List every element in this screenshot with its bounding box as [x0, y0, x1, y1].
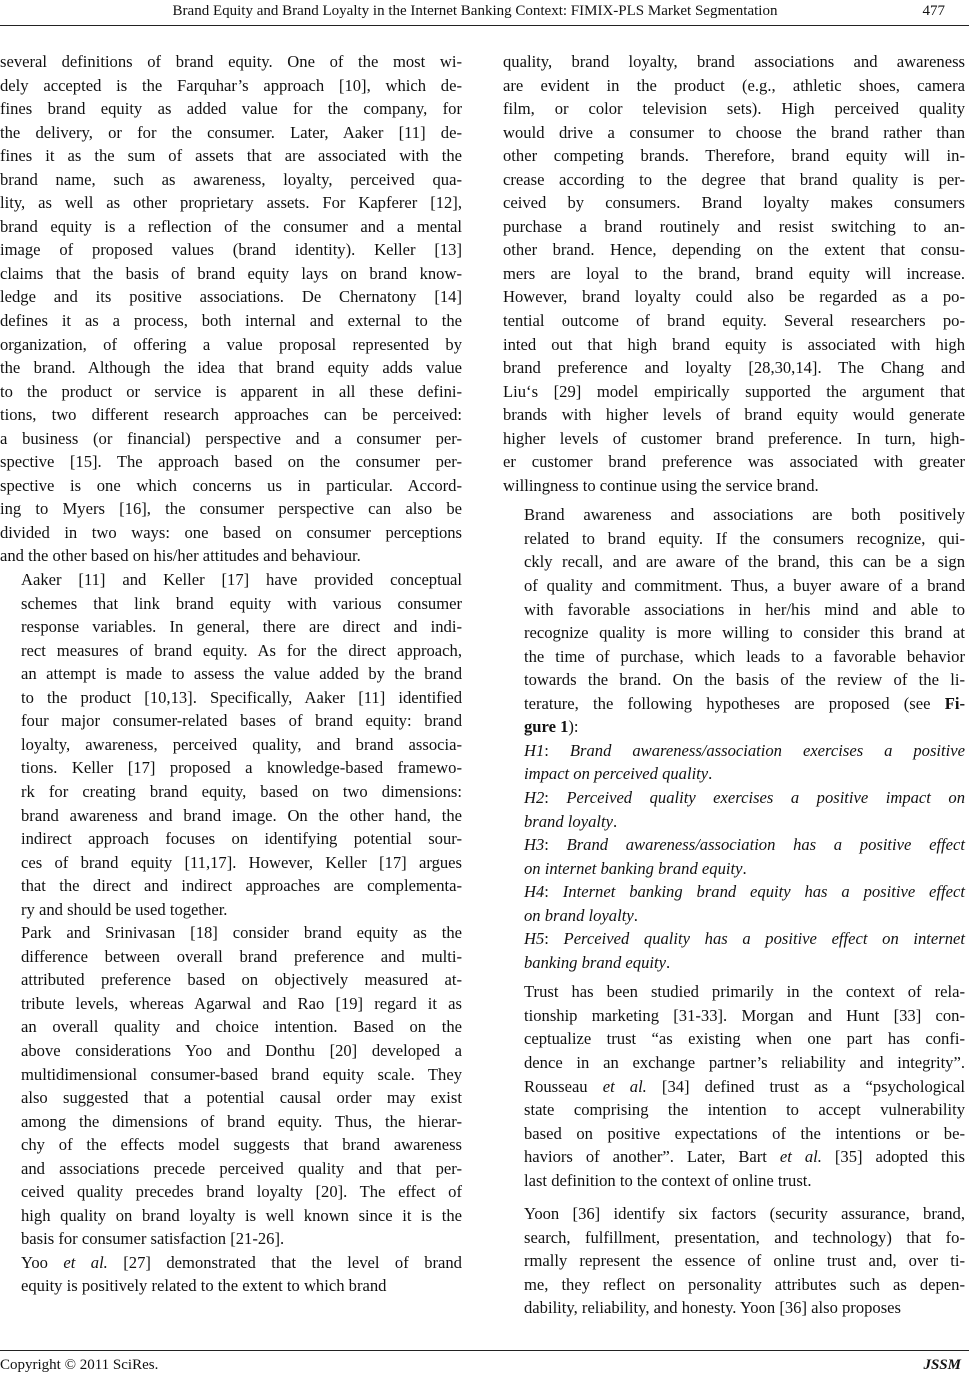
paragraph — [503, 503, 965, 738]
text-line: fines brand equity as added value for the company, for — [0, 99, 462, 119]
text-line: on internet banking brand equity. — [524, 858, 747, 878]
text-line: to the product [10,13]. Specifically, Aaker [11] identified — [21, 687, 462, 707]
text-line: crease according to the degree that brand quality is per- — [503, 169, 965, 189]
text-line: claims that the basis of brand equity lays on brand know- — [0, 263, 462, 283]
text-line: Rousseau et al. [34] defined trust as a “psychological — [524, 1076, 965, 1096]
journal-abbrev: JSSM — [923, 1357, 961, 1373]
text-line: ceptualize trust “as existing when one part has confi- — [524, 1029, 965, 1049]
text-line: rmally represent the essence of online trust and, over ti- — [524, 1251, 965, 1271]
text-line: recognize quality is more willing to consider this brand at — [524, 623, 965, 643]
text-line: related to brand equity. If the consumers recognize, qui- — [524, 528, 965, 548]
text-line: difference between overall brand preference and multi- — [21, 946, 462, 966]
text-line: Trust has been studied primarily in the context of rela- — [524, 982, 965, 1002]
text-line: the brand. Although the idea that brand equity adds value — [0, 358, 462, 378]
text-line: are evident in the product (e.g., athletic shoes, camera — [503, 75, 965, 95]
running-title: Brand Equity and Brand Loyalty in the Internet Banking Context: FIMIX-PLS Market Segmentation — [172, 3, 778, 19]
page-number: 477 — [922, 3, 945, 19]
left-column — [0, 50, 462, 1298]
text-line: state comprising the intention to accept vulnerability — [524, 1100, 965, 1120]
text-line: tionship marketing [31-33]. Morgan and Hunt [33] con- — [524, 1005, 965, 1025]
text-line: H2: Perceived quality exercises a positive impact on — [524, 787, 965, 807]
paragraph — [0, 568, 462, 921]
text-line: ckly recall, and are aware of the brand, this can be a sign — [524, 552, 965, 572]
text-line: haviors of another”. Later, Bart et al. [35] adopted this — [524, 1147, 965, 1167]
text-line: rk for creating brand equity, based on two dimensions: — [21, 781, 462, 801]
text-line: Park and Srinivasan [18] consider brand equity as the — [21, 923, 462, 943]
text-line: towards the brand. On the basis of the review of the li- — [524, 670, 965, 690]
text-line: lity, as well as other proprietary assets. For Kapferer [12], — [0, 193, 462, 213]
paragraph — [0, 1251, 462, 1298]
text-line: H4: Internet banking brand equity has a positive effect — [524, 882, 965, 902]
text-line: ceived quality precedes brand loyalty [20]. The effect of — [21, 1182, 462, 1202]
text-line: defines it as a process, both internal and external to the — [0, 311, 462, 331]
header-rule — [0, 25, 969, 26]
text-line: also suggested that a potential causal order may exist — [21, 1088, 462, 1108]
footer-rule — [0, 1350, 969, 1351]
text-line: last definition to the context of online trust. — [524, 1170, 812, 1190]
paragraph — [503, 739, 965, 786]
text-line: to the product or service is apparent in all these defini- — [0, 381, 462, 401]
text-line: rect measures of brand equity. As for the direct approach, — [21, 640, 462, 660]
text-line: Yoo et al. [27] demonstrated that the level of brand — [21, 1252, 462, 1272]
text-line: quality, brand loyalty, brand associations and awareness — [503, 52, 965, 71]
text-line: organization, of offering a value proposal represented by — [0, 334, 462, 354]
text-line: other brand. Hence, depending on the extent that consu- — [503, 240, 965, 260]
text-line: tribute levels, whereas Agarwal and Rao [19] regard it as — [21, 993, 462, 1013]
text-line: er customer brand preference was associated with greater — [503, 452, 965, 472]
text-line: with favorable associations in her/his mind and able to — [524, 599, 965, 619]
text-line: divided in two ways: one based on consumer perceptions — [0, 522, 462, 542]
paragraph — [503, 50, 965, 497]
text-line: inted out that high brand equity is associated with high — [503, 334, 965, 354]
paragraph — [0, 921, 462, 1251]
text-line: equity is positively related to the extent to which brand — [21, 1276, 387, 1296]
text-line: H3: Brand awareness/association has a positive effect — [524, 835, 965, 855]
text-line: brands with higher levels of brand equity would generate — [503, 405, 965, 425]
paragraph — [503, 927, 965, 974]
text-line: higher levels of customer brand preference. In turn, high- — [503, 428, 965, 448]
right-column — [503, 50, 965, 1320]
text-line: Brand awareness and associations are both positively — [524, 505, 965, 525]
text-line: schemes that link brand equity with various consumer — [21, 593, 462, 613]
text-line: dence in an exchange partner’s reliability and integrity”. — [524, 1052, 965, 1072]
text-line: an overall quality and choice intention. Based on the — [21, 1017, 462, 1037]
text-line: willingness to continue using the service brand. — [503, 475, 819, 495]
text-line: on brand loyalty. — [524, 905, 638, 925]
text-line: dability, reliability, and honesty. Yoon [36] also proposes — [524, 1298, 902, 1318]
text-line: multidimensional consumer-based brand equity scale. They — [21, 1064, 462, 1084]
text-line: and associations precede perceived quality and that per- — [21, 1158, 462, 1178]
paragraph — [503, 1202, 965, 1320]
text-line: Liu‘s [29] model empirically supported the argument that — [503, 381, 965, 401]
text-line: ledge and its positive associations. De Chernatony [14] — [0, 287, 462, 307]
text-line: four major consumer-related bases of brand equity: brand — [21, 711, 462, 731]
text-line: brand equity is a reflection of the consumer and a mental — [0, 216, 462, 236]
text-line: image of proposed values (brand identity). Keller [13] — [0, 240, 462, 260]
text-line: However, brand loyalty could also be regarded as a po- — [503, 287, 965, 307]
text-line: spective [15]. The approach based on the consumer per- — [0, 452, 462, 472]
text-line: indirect approach focuses on identifying potential sour- — [21, 829, 462, 849]
text-line: ceived by consumers. Brand loyalty makes consumers — [503, 193, 965, 213]
text-line: loyalty, awareness, perceived quality, and brand associa- — [21, 734, 462, 754]
text-line: Yoon [36] identify six factors (security assurance, brand, — [524, 1204, 965, 1224]
text-line: an attempt is made to assess the value added by the brand — [21, 664, 462, 684]
text-line: a business (or financial) perspective and a consumer per- — [0, 428, 462, 448]
text-line: tential outcome of brand equity. Several researchers po- — [503, 311, 965, 331]
text-line: brand preference and loyalty [28,30,14]. The Chang and — [503, 358, 965, 378]
text-line: based on positive expectations of the intentions or be- — [524, 1123, 965, 1143]
text-line: purchase a brand routinely and resist switching to an- — [503, 216, 965, 236]
text-line: impact on perceived quality. — [524, 764, 713, 784]
text-line: the time of purchase, which leads to a favorable behavior — [524, 646, 965, 666]
text-line: brand loyalty. — [524, 811, 618, 831]
running-header — [0, 0, 969, 22]
paragraph — [503, 786, 965, 833]
text-line: several definitions of brand equity. One of the most wi- — [0, 52, 462, 71]
text-line: attributed preference based on objectively measured at- — [21, 970, 462, 990]
text-line: among the dimensions of brand equity. Thus, the hierar- — [21, 1111, 462, 1131]
text-line: banking brand equity. — [524, 952, 671, 972]
text-line: basis for consumer satisfaction [21-26]. — [21, 1229, 285, 1249]
text-line: above considerations Yoo and Donthu [20] developed a — [21, 1040, 462, 1060]
paragraph — [503, 880, 965, 927]
paragraph — [503, 833, 965, 880]
text-line: ry and should be used together. — [21, 899, 228, 919]
text-line: search, fulfillment, presentation, and technology) that fo- — [524, 1227, 965, 1247]
text-line: terature, the following hypotheses are proposed (see Fi- — [524, 693, 965, 713]
text-line: tions, two different research approaches can be perceived: — [0, 405, 462, 425]
paragraph — [503, 980, 965, 1192]
text-line: film, or color television sets). High perceived quality — [503, 99, 965, 119]
text-line: mers are loyal to the brand, brand equity will increase. — [503, 263, 965, 283]
text-line: brand awareness and brand image. On the other hand, the — [21, 805, 462, 825]
text-line: chy of the effects model suggests that brand awareness — [21, 1135, 462, 1155]
page-footer — [0, 1357, 969, 1381]
text-line: dely accepted is the Farquhar’s approach [10], which de- — [0, 75, 462, 95]
copyright-notice: Copyright © 2011 SciRes. — [0, 1357, 159, 1373]
text-line: gure 1): — [524, 717, 579, 737]
text-line: spective is one which concerns us in particular. Accord- — [0, 475, 462, 495]
text-line: of quality and commitment. Thus, a buyer aware of a brand — [524, 576, 965, 596]
text-line: ing to Myers [16], the consumer perspective can also be — [0, 499, 462, 519]
paragraph — [0, 50, 462, 568]
text-line: that the direct and indirect approaches are complementa- — [21, 876, 462, 896]
text-line: fines it as the sum of assets that are associated with the — [0, 146, 462, 166]
text-line: would drive a consumer to choose the brand rather than — [503, 122, 965, 142]
text-line: brand name, such as awareness, loyalty, perceived qua- — [0, 169, 462, 189]
text-line: high quality on brand loyalty is well known since it is the — [21, 1205, 462, 1225]
text-line: other competing brands. Therefore, brand equity will in- — [503, 146, 965, 166]
text-line: H5: Perceived quality has a positive effect on internet — [524, 929, 965, 949]
text-line: response variables. In general, there are direct and indi- — [21, 617, 462, 637]
text-line: me, they reflect on personality attributes such as depen- — [524, 1274, 965, 1294]
text-line: H1: Brand awareness/association exercises a positive — [524, 740, 965, 760]
text-line: and the other based on his/her attitudes and behaviour. — [0, 546, 361, 566]
text-line: the delivery, or for the consumer. Later, Aaker [11] de- — [0, 122, 462, 142]
text-line: tions. Keller [17] proposed a knowledge-based framewo- — [21, 758, 462, 778]
text-line: Aaker [11] and Keller [17] have provided conceptual — [21, 570, 462, 590]
text-line: ces of brand equity [11,17]. However, Keller [17] argues — [21, 852, 462, 872]
